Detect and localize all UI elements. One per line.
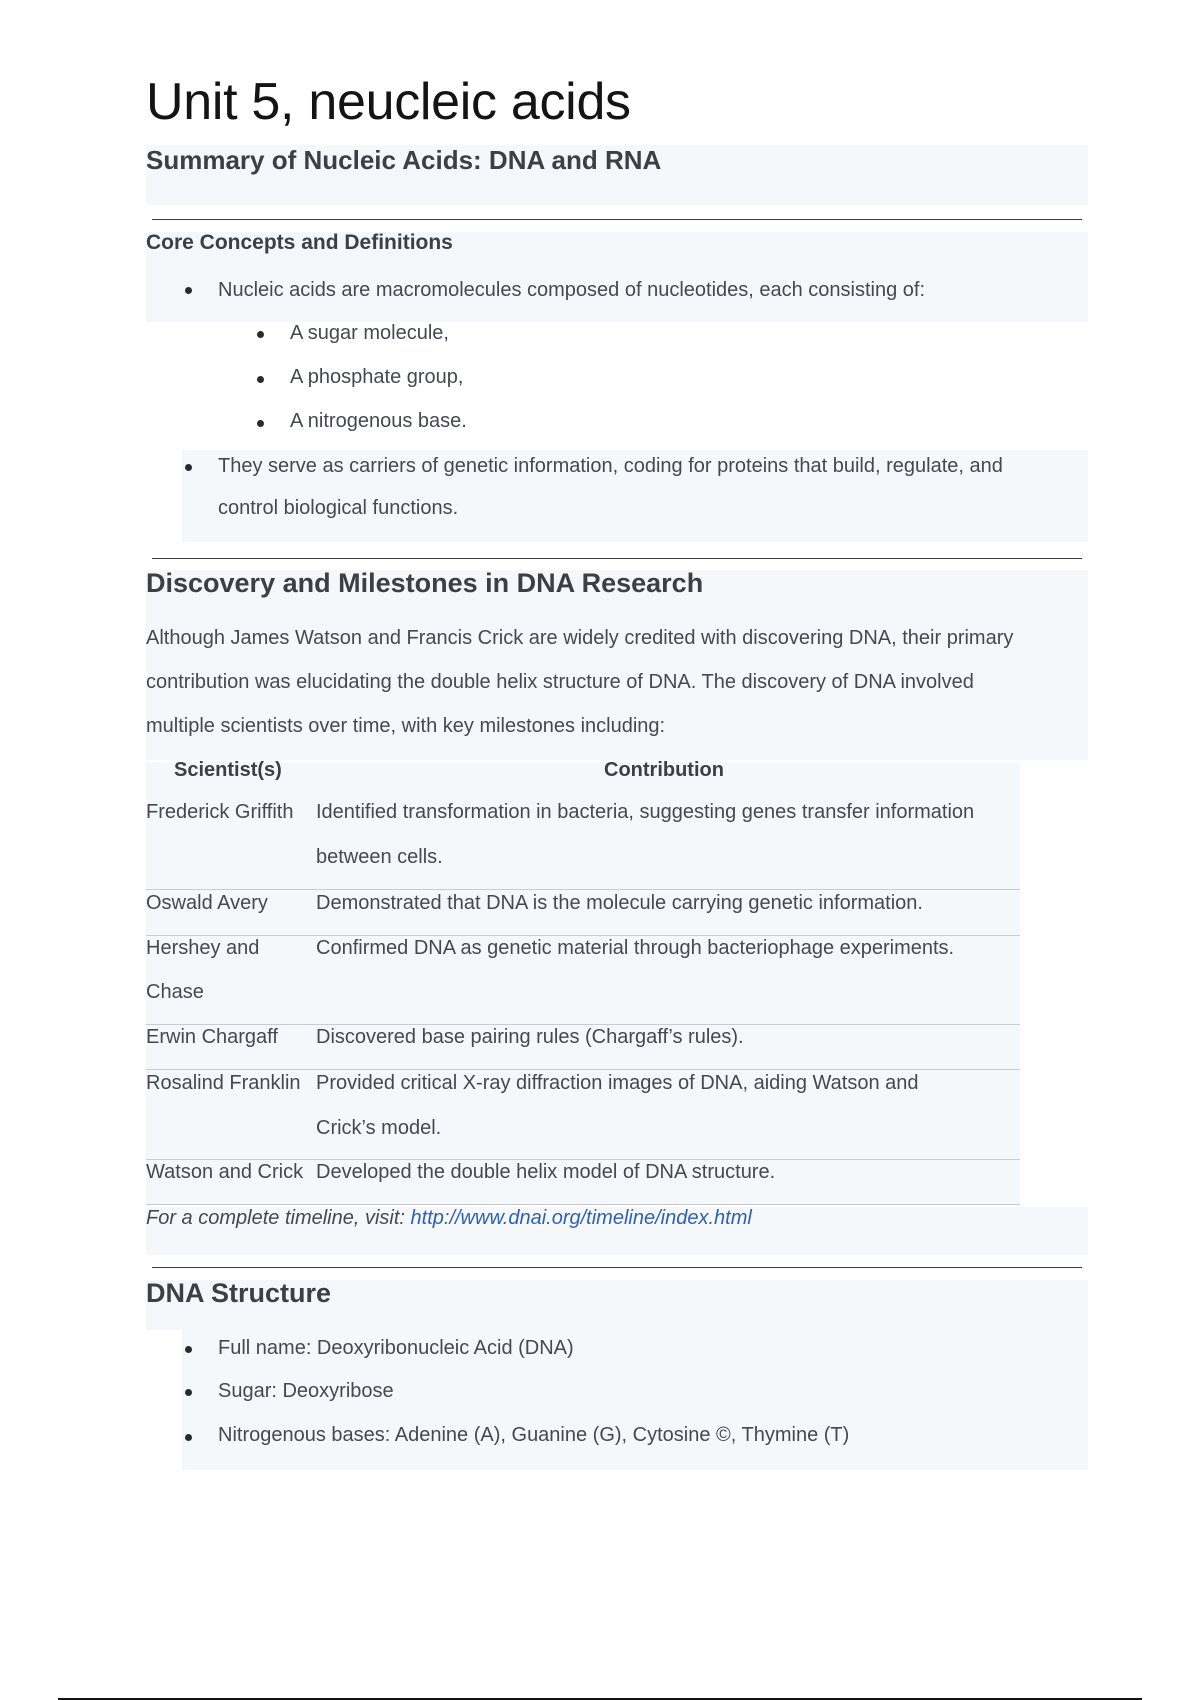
- table-cell-contribution: Provided critical X-ray diffraction images of DNA, aiding Watson and: [316, 1072, 919, 1094]
- timeline-link[interactable]: http://www.dnai.org/timeline/index.html: [410, 1207, 752, 1229]
- table-cell-scientist: Rosalind Franklin: [146, 1072, 301, 1094]
- bullet-icon: [185, 1346, 192, 1353]
- table-cell-contribution: Developed the double helix model of DNA structure.: [316, 1161, 776, 1183]
- table-cell-scientist: Frederick Griffith: [146, 801, 294, 823]
- core-bullet-2-line-1: They serve as carriers of genetic information, coding for proteins that build, regulate, and: [218, 455, 1003, 477]
- discovery-paragraph-line: multiple scientists over time, with key milestones including:: [146, 715, 666, 737]
- table-cell-contribution: between cells.: [316, 846, 443, 868]
- timeline-prefix: For a complete timeline, visit:: [146, 1207, 411, 1229]
- table-cell-contribution: Crick’s model.: [316, 1117, 442, 1139]
- core-sub-item: A sugar molecule,: [290, 322, 449, 344]
- core-sub-item: A phosphate group,: [290, 366, 464, 388]
- bullet-icon: [185, 1389, 192, 1396]
- table-cell-contribution: Discovered base pairing rules (Chargaff’s rules).: [316, 1026, 744, 1048]
- discovery-paragraph-line: Although James Watson and Francis Crick are widely credited with discovering DNA, their primary: [146, 627, 1014, 649]
- table-cell-contribution: Identified transformation in bacteria, suggesting genes transfer information: [316, 801, 975, 823]
- dna-structure-heading: DNA Structure: [146, 1278, 332, 1308]
- core-bullet-1: Nucleic acids are macromolecules composed of nucleotides, each consisting of:: [218, 279, 926, 301]
- divider-2: [152, 558, 1082, 559]
- dna-structure-item: Full name: Deoxyribonucleic Acid (DNA): [218, 1337, 574, 1359]
- core-bullet-2-line-2: control biological functions.: [218, 497, 459, 519]
- dna-structure-item: Nitrogenous bases: Adenine (A), Guanine (G), Cytosine ©, Thymine (T): [218, 1424, 850, 1446]
- bullet-icon: [257, 376, 264, 383]
- table-cell-scientist: Erwin Chargaff: [146, 1026, 278, 1048]
- table-cell-scientist: Oswald Avery: [146, 892, 268, 914]
- core-heading: Core Concepts and Definitions: [146, 231, 453, 254]
- divider-3: [152, 1267, 1082, 1268]
- discovery-heading: Discovery and Milestones in DNA Research: [146, 568, 704, 598]
- table-header-contribution: Contribution: [604, 759, 724, 781]
- bullet-icon: [185, 1434, 192, 1441]
- discovery-paragraph-line: contribution was elucidating the double helix structure of DNA. The discovery of DNA involved: [146, 671, 974, 693]
- summary-heading: Summary of Nucleic Acids: DNA and RNA: [146, 145, 662, 175]
- bullet-icon: [257, 420, 264, 427]
- core-sub-item: A nitrogenous base.: [290, 410, 467, 432]
- table-cell-scientist: Chase: [146, 981, 204, 1003]
- bullet-icon: [257, 331, 264, 338]
- timeline-note: [146, 1196, 752, 1240]
- table-cell-scientist: Hershey and: [146, 937, 260, 959]
- document-title: Unit 5, neucleic acids: [146, 73, 631, 131]
- table-cell-contribution: Confirmed DNA as genetic material through bacteriophage experiments.: [316, 937, 955, 959]
- table-cell-contribution: Demonstrated that DNA is the molecule carrying genetic information.: [316, 892, 923, 914]
- bullet-icon: [185, 464, 192, 471]
- table-cell-scientist: Watson and Crick: [146, 1161, 304, 1183]
- dna-structure-item: Sugar: Deoxyribose: [218, 1380, 394, 1402]
- table-header-scientist: Scientist(s): [174, 759, 282, 781]
- bullet-icon: [185, 287, 192, 294]
- divider-1: [152, 219, 1082, 220]
